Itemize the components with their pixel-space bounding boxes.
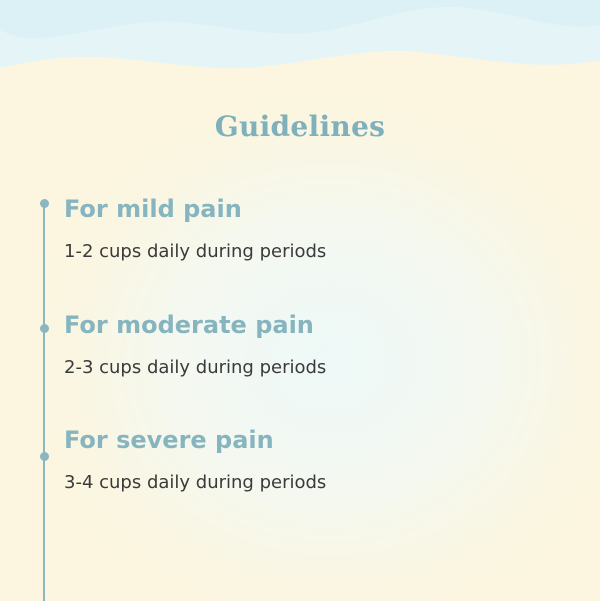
page-title: Guidelines [214, 110, 386, 143]
guideline-title-moderate: For moderate pain [64, 311, 314, 339]
timeline-line [43, 200, 45, 601]
timeline-dot [40, 452, 49, 461]
timeline-dot [40, 324, 49, 333]
wave-decoration [0, 0, 600, 80]
guideline-desc-mild: 1-2 cups daily during periods [64, 241, 327, 262]
guideline-title-severe: For severe pain [64, 426, 274, 454]
timeline-dot [40, 199, 49, 208]
guideline-title-mild: For mild pain [64, 195, 242, 223]
guideline-desc-severe: 3-4 cups daily during periods [64, 472, 327, 493]
guideline-desc-moderate: 2-3 cups daily during periods [64, 357, 327, 378]
